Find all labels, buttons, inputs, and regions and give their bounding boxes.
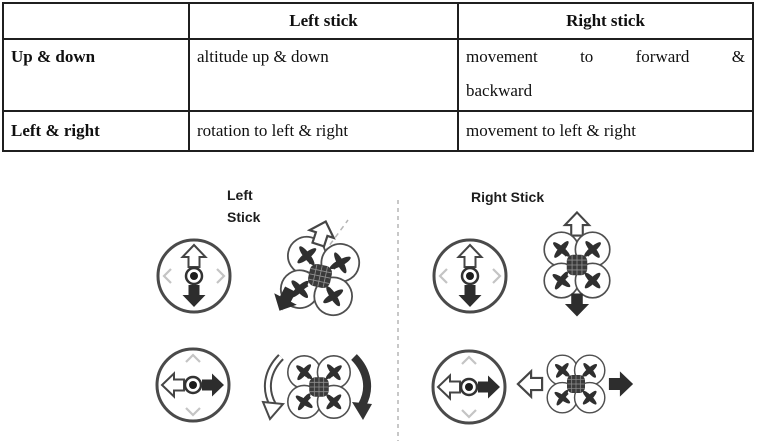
drone-stick-controls-table <box>2 2 754 152</box>
wrapped-line: backward <box>466 81 533 100</box>
right-filled-arrow-icon <box>609 371 633 396</box>
header-right-stick: Right stick <box>458 3 753 39</box>
cell-left-stick-left-right: rotation to left & right <box>189 111 458 151</box>
table-header-row <box>3 3 753 39</box>
row-label-left-right: Left & right <box>3 111 189 151</box>
dashed-divider <box>397 200 399 441</box>
drone-move-left-right-icon <box>516 352 634 416</box>
cell-right-stick-left-right: movement to left & right <box>458 111 753 151</box>
drone-rotate-left-right-icon <box>259 350 377 422</box>
table-row <box>3 111 753 151</box>
rotate-cw-filled-arrow-icon <box>352 357 372 420</box>
joystick-up-down-icon <box>154 236 234 316</box>
rotate-ccw-hollow-arrow-icon <box>263 357 283 419</box>
joystick-left-right-icon <box>153 345 233 425</box>
right-stick-diagram-label: Right Stick <box>471 189 545 205</box>
cell-right-stick-up-down <box>458 39 753 111</box>
drone-altitude-up-down-icon <box>262 214 378 324</box>
joystick-left-right-icon <box>429 347 509 427</box>
table-row <box>3 39 753 111</box>
drone-forward-backward-icon <box>537 208 617 318</box>
cell-left-stick-up-down: altitude up & down <box>189 39 458 111</box>
up-hollow-arrow-icon <box>565 212 589 235</box>
header-left-stick: Left stick <box>189 3 458 39</box>
row-label-up-down: Up & down <box>3 39 189 111</box>
left-stick-diagram-label: Left Stick <box>227 187 261 225</box>
joystick-up-down-icon <box>430 236 510 316</box>
left-hollow-arrow-icon <box>518 371 542 396</box>
header-corner-cell <box>3 3 189 39</box>
justified-line: movement to forward & <box>466 47 745 66</box>
